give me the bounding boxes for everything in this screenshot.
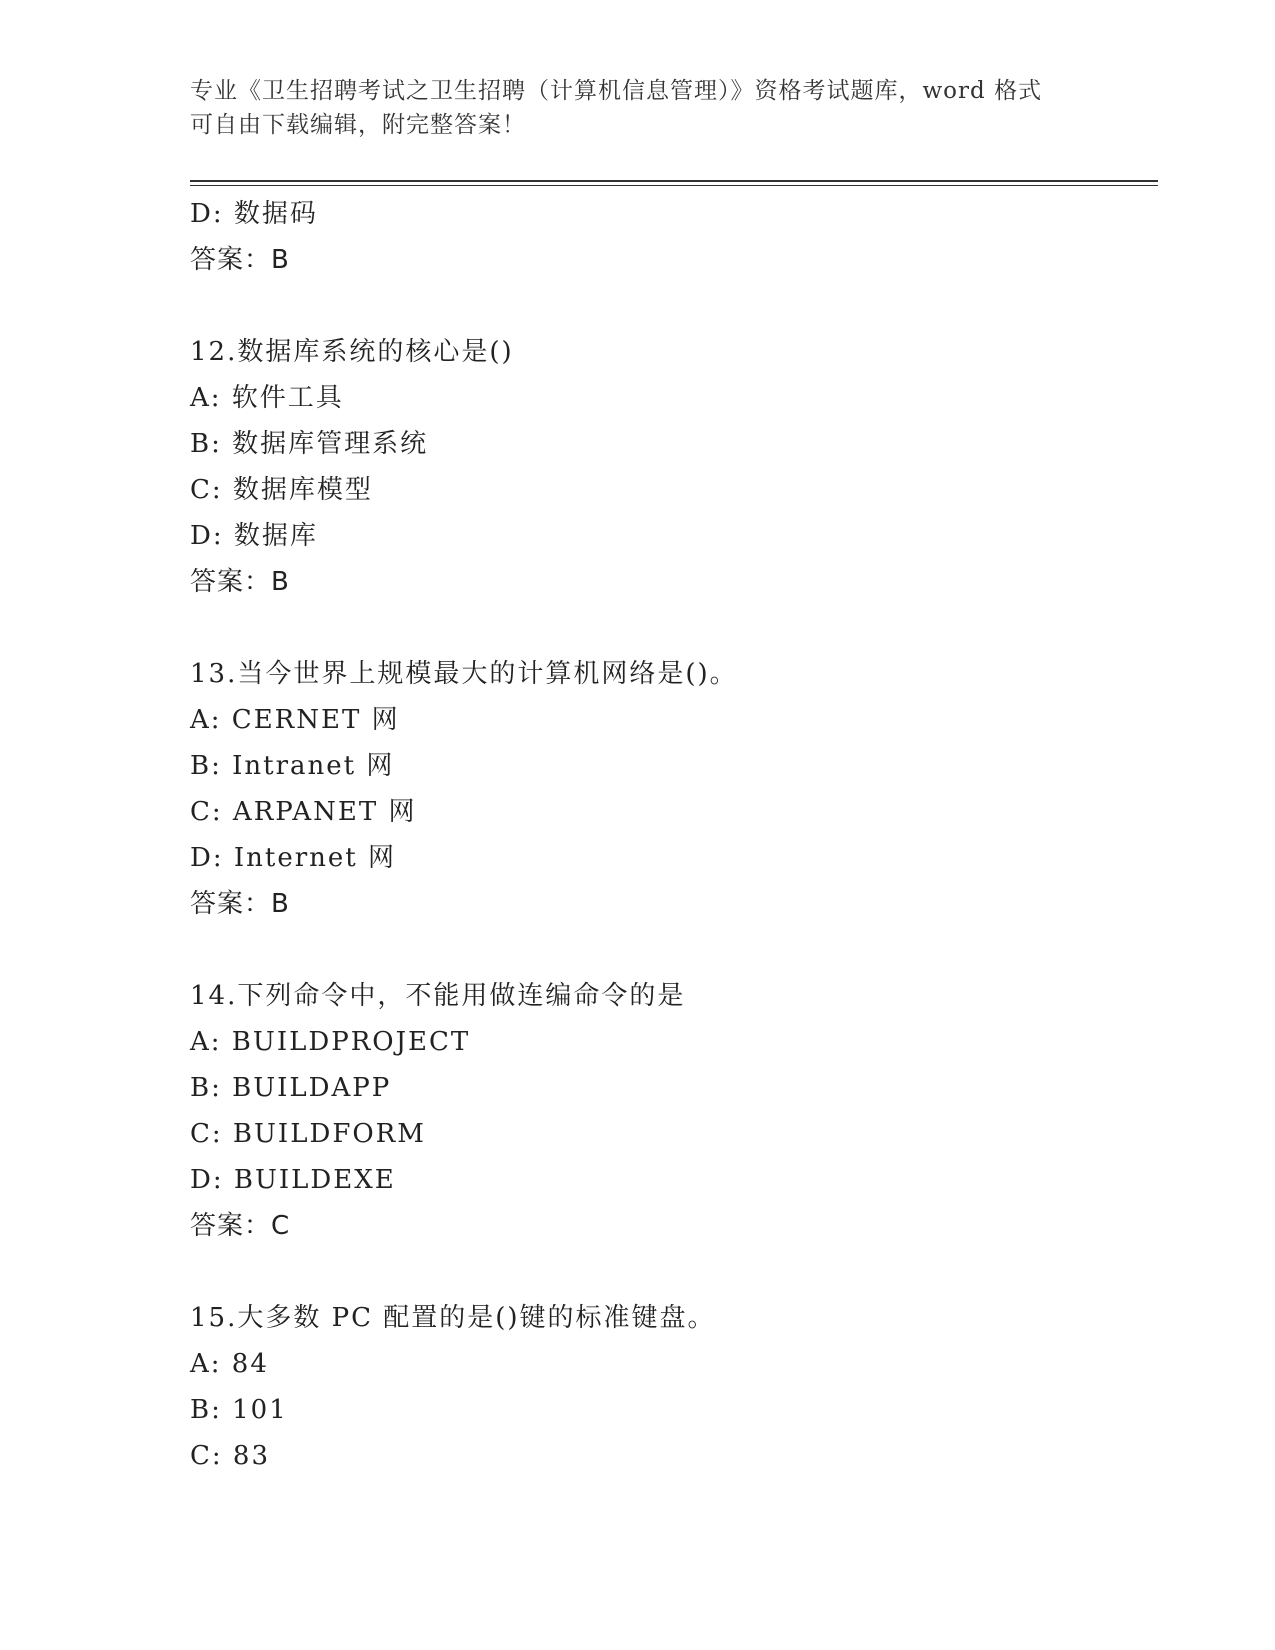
option-b: B: Intranet 网 [190, 751, 395, 781]
question-title: 14.下列命令中，不能用做连编命令的是 [190, 981, 686, 1011]
question-15 [190, 1295, 1158, 1479]
option-c: C: 数据库模型 [190, 475, 373, 505]
header-line-2: 可自由下载编辑，附完整答案！ [190, 112, 526, 138]
option-c: C: BUILDFORM [190, 1119, 426, 1149]
spacer [190, 283, 1158, 329]
question-11-continuation [190, 191, 1158, 283]
question-list [190, 191, 1158, 1479]
option-a: A: 84 [190, 1349, 269, 1379]
question-12 [190, 329, 1158, 605]
option-a: A: BUILDPROJECT [190, 1027, 471, 1057]
option-b: B: 数据库管理系统 [190, 429, 429, 459]
spacer [190, 1249, 1158, 1295]
option-a: A: CERNET 网 [190, 705, 400, 735]
header-divider-thick [190, 180, 1158, 182]
answer-line: 答案：B [190, 245, 290, 275]
option-d: D: Internet 网 [190, 843, 396, 873]
question-title: 13.当今世界上规模最大的计算机网络是()。 [190, 659, 738, 689]
question-title: 15.大多数 PC 配置的是()键的标准键盘。 [190, 1303, 716, 1333]
answer-line: 答案：B [190, 567, 290, 597]
option-d: D: 数据库 [190, 521, 318, 551]
option-d: D: BUILDEXE [190, 1165, 396, 1195]
option-a: A: 软件工具 [190, 383, 344, 413]
question-13 [190, 651, 1158, 927]
option-d: D: 数据码 [190, 199, 318, 229]
header-line-1: 专业《卫生招聘考试之卫生招聘（计算机信息管理）》资格考试题库，word 格式 [190, 78, 1043, 104]
header-divider-thin [190, 185, 1158, 186]
document-header [190, 74, 1090, 142]
spacer [190, 605, 1158, 651]
answer-line: 答案：B [190, 889, 290, 919]
option-b: B: 101 [190, 1395, 288, 1425]
option-c: C: 83 [190, 1441, 271, 1471]
option-c: C: ARPANET 网 [190, 797, 417, 827]
question-title: 12.数据库系统的核心是() [190, 337, 514, 367]
option-b: B: BUILDAPP [190, 1073, 392, 1103]
answer-line: 答案：C [190, 1211, 291, 1241]
spacer [190, 927, 1158, 973]
question-14 [190, 973, 1158, 1249]
